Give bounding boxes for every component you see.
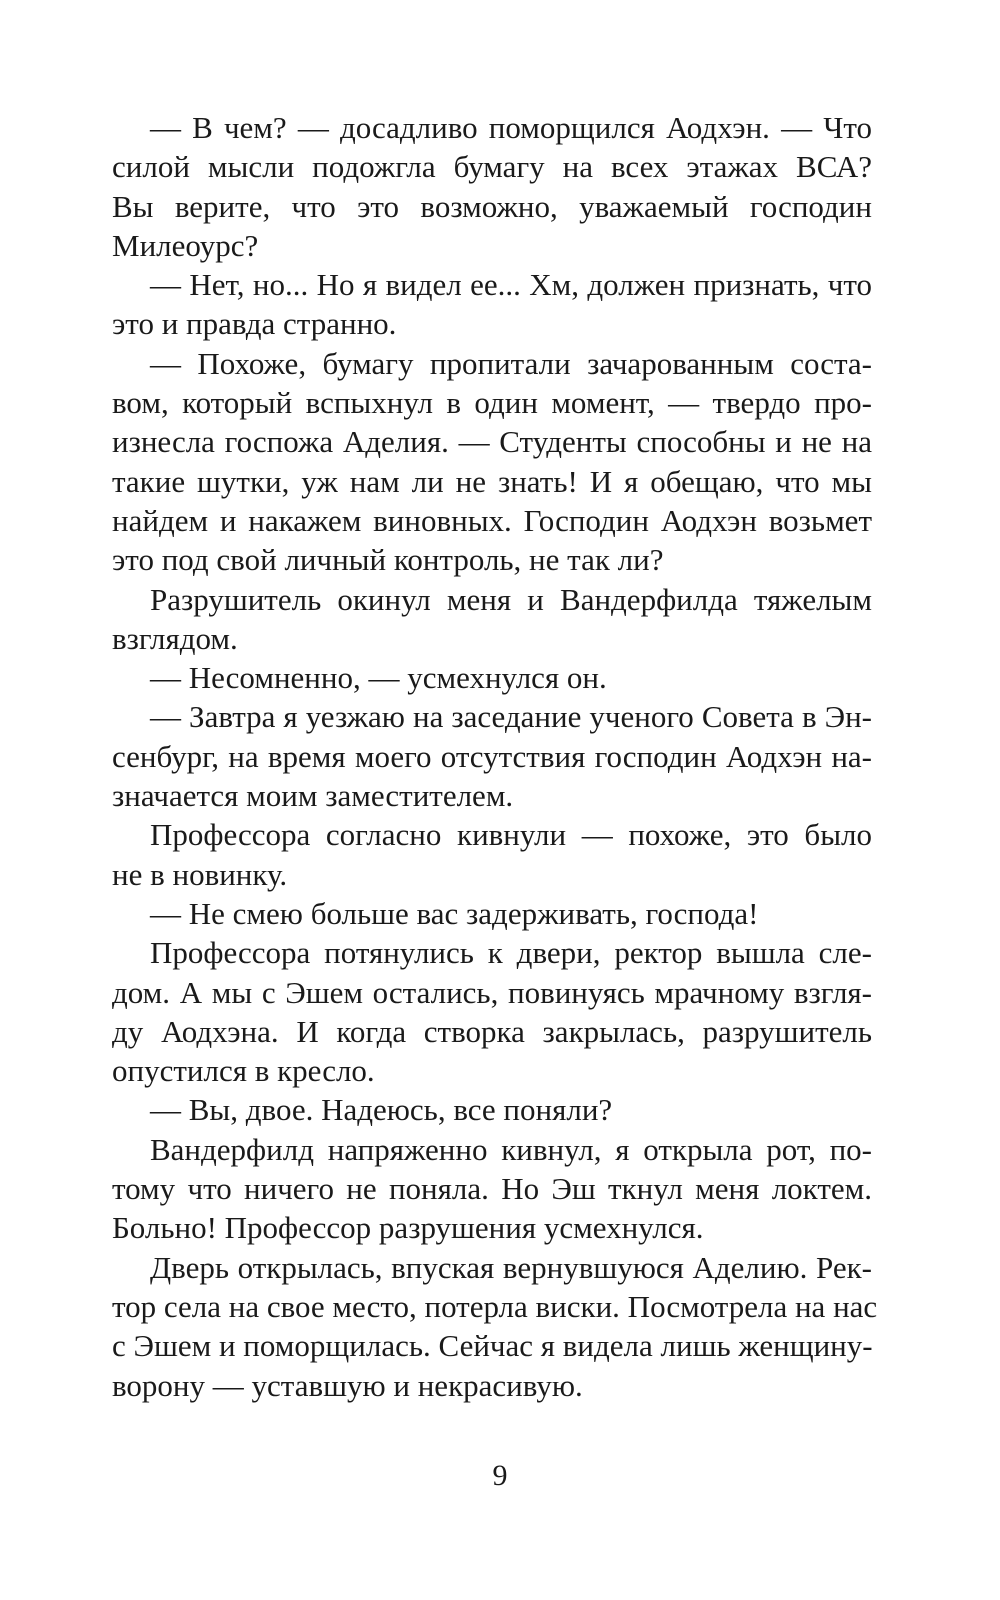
page-body [112, 108, 878, 1405]
paragraph [112, 1130, 872, 1248]
text-line: тор села на свое место, потерла виски. Посмотрела на нас [112, 1288, 878, 1324]
paragraph [112, 1248, 878, 1405]
text-line: Разрушитель окинул меня и Вандерфилда тяжелым [150, 581, 872, 617]
text-line: — Вы, двое. Надеюсь, все поняли? [150, 1092, 613, 1128]
text-line: опустился в кресло. [112, 1053, 375, 1089]
text-line: не в новинку. [112, 856, 288, 892]
text-line: — Завтра я уезжаю на заседание ученого Совета в Эн- [150, 699, 872, 735]
text-line: найдем и накажем виновных. Господин Аодхэн возьмет [112, 502, 872, 538]
paragraph [112, 108, 872, 265]
text-line: — Несомненно, — усмехнулся он. [150, 660, 607, 696]
text-line: с Эшем и поморщилась. Сейчас я видела лишь женщину- [112, 1328, 873, 1364]
paragraph [112, 815, 872, 894]
text-line: тому что ничего не поняла. Но Эш ткнул меня локтем. [112, 1171, 872, 1207]
text-line: ду Аодхэна. И когда створка закрылась, разрушитель [112, 1013, 872, 1049]
text-line: взглядом. [112, 620, 238, 656]
text-line: вом, который вспыхнул в один момент, — твердо про- [112, 385, 872, 421]
text-line: Больно! Профессор разрушения усмехнулся. [112, 1210, 704, 1246]
text-line: это под свой личный контроль, не так ли? [112, 542, 664, 578]
text-line: значается моим заместителем. [112, 778, 514, 814]
text-line: — Нет, но... Но я видел ее... Хм, должен признать, что [150, 267, 872, 303]
paragraph [112, 1090, 872, 1129]
text-line: дом. А мы с Эшем остались, повинуясь мрачному взгля- [112, 974, 872, 1010]
paragraph [112, 344, 872, 580]
paragraph [112, 894, 872, 933]
paragraph [112, 697, 872, 815]
text-line: силой мысли подожгла бумагу на всех этажах ВСА? [112, 149, 872, 185]
text-line: Вандерфилд напряженно кивнул, я открыла рот, по- [150, 1131, 872, 1167]
page-number: 9 [492, 1459, 508, 1492]
text-line: — В чем? — досадливо поморщился Аодхэн. — Что [150, 110, 872, 145]
text-line: такие шутки, уж нам ли не знать! И я обещаю, что мы [112, 463, 872, 499]
text-line: Профессора потянулись к двери, ректор вышла сле- [150, 935, 872, 971]
text-line: — Не смею больше вас задерживать, господа! [150, 895, 759, 931]
text-line: Дверь открылась, впуская вернувшуюся Аделию. Рек- [150, 1249, 872, 1285]
text-line: Вы верите, что это возможно, уважаемый господин [112, 188, 872, 224]
paragraph [112, 658, 872, 697]
text-line: Милеоурс? [112, 227, 259, 263]
text-line: — Похоже, бумагу пропитали зачарованным соста- [150, 345, 872, 381]
text-line: Профессора согласно кивнули — похоже, это было [150, 817, 872, 853]
text-line: это и правда странно. [112, 306, 397, 342]
paragraph [112, 580, 872, 659]
text-line: ворону — уставшую и некрасивую. [112, 1367, 583, 1403]
paragraph [112, 265, 872, 344]
text-line: сенбург, на время моего отсутствия господин Аодхэн на- [112, 738, 872, 774]
paragraph [112, 933, 872, 1090]
text-line: изнесла госпожа Аделия. — Студенты способны и не на [112, 424, 872, 460]
